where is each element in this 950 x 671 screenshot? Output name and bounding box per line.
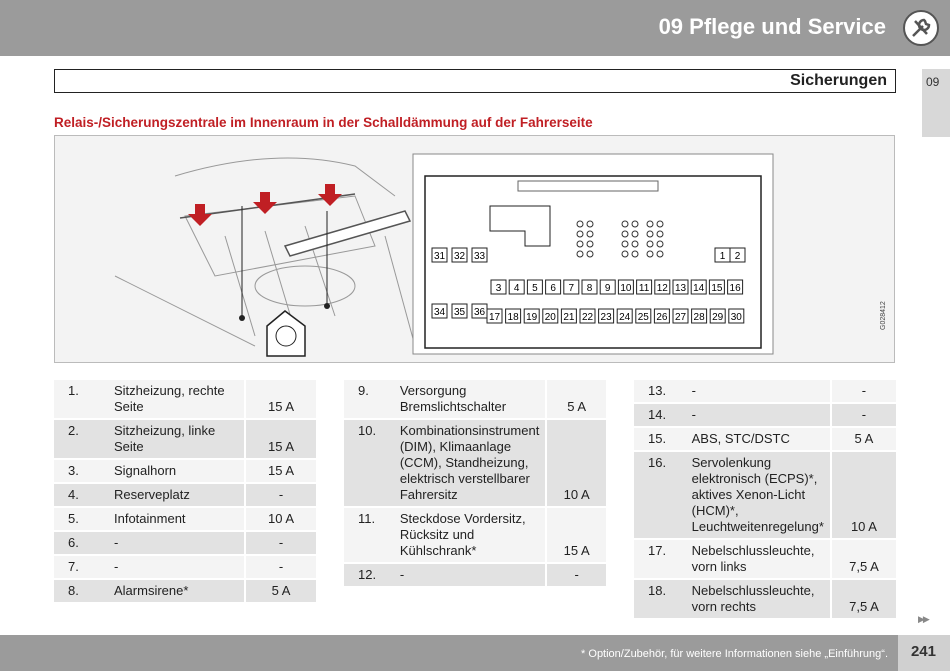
- svg-text:11: 11: [638, 283, 650, 294]
- fuse-rating: 10 A: [245, 507, 316, 531]
- figure-heading: Relais-/Sicherungszentrale im Innenraum in der Schalldämmung auf der Fahrerseite: [54, 115, 593, 130]
- svg-text:23: 23: [600, 312, 612, 323]
- fuse-slot: [452, 304, 467, 318]
- fuse-slot: [472, 304, 487, 318]
- fuse-description: Nebelschlussleuchte, vorn rechts: [686, 579, 831, 619]
- fuse-slot: [452, 248, 467, 262]
- fuse-slot: [580, 309, 595, 323]
- next-page-icon[interactable]: ▶▶: [918, 614, 928, 624]
- fuse-slot: [673, 280, 688, 294]
- fuse-number: 3.: [54, 459, 108, 483]
- fuse-slot: [728, 280, 743, 294]
- svg-text:8: 8: [586, 283, 593, 294]
- fuse-row: [54, 419, 316, 459]
- fuse-rating: 7,5 A: [831, 579, 896, 619]
- fuse-rating: 15 A: [245, 459, 316, 483]
- fuse-table-3: [634, 380, 896, 620]
- fuse-table-2: [344, 380, 606, 588]
- svg-text:33: 33: [473, 251, 486, 262]
- fuse-rating: -: [546, 563, 606, 587]
- fuse-number: 15.: [634, 427, 686, 451]
- fuse-slot: [655, 280, 670, 294]
- fuse-description: Signalhorn: [108, 459, 245, 483]
- fuse-rating: -: [831, 403, 896, 427]
- fuse-description: -: [686, 403, 831, 427]
- fuse-description: ABS, STC/DSTC: [686, 427, 831, 451]
- fuse-rating: -: [245, 483, 316, 507]
- svg-text:24: 24: [619, 312, 631, 323]
- svg-text:9: 9: [604, 283, 611, 294]
- fuse-slot: [691, 280, 706, 294]
- fuse-description: -: [686, 380, 831, 403]
- svg-text:32: 32: [453, 251, 466, 262]
- svg-text:20: 20: [544, 312, 556, 323]
- fuse-row: [54, 380, 316, 419]
- fuse-row: [54, 507, 316, 531]
- page-number: 241: [910, 643, 936, 660]
- fuse-rating: 15 A: [245, 380, 316, 419]
- fuse-slot: [509, 280, 524, 294]
- fuse-number: 14.: [634, 403, 686, 427]
- svg-text:13: 13: [674, 283, 687, 294]
- fuse-slot: [527, 280, 542, 294]
- fuse-slot: [432, 304, 447, 318]
- fuse-slot: [564, 280, 579, 294]
- svg-text:18: 18: [507, 312, 519, 323]
- fuse-rating: 5 A: [245, 579, 316, 603]
- fuse-row: [344, 507, 606, 563]
- svg-text:5: 5: [532, 283, 538, 294]
- fuse-number: 1.: [54, 380, 108, 419]
- chapter-title: 09 Pflege und Service: [658, 14, 886, 39]
- fuse-rating: -: [831, 380, 896, 403]
- fuse-row: [634, 427, 896, 451]
- svg-text:1: 1: [719, 251, 726, 262]
- section-header: [54, 69, 896, 93]
- svg-text:29: 29: [712, 312, 724, 323]
- fuse-description: -: [108, 531, 245, 555]
- fuse-description: Reserveplatz: [108, 483, 245, 507]
- svg-text:22: 22: [581, 312, 594, 323]
- svg-text:26: 26: [656, 312, 668, 323]
- fuse-description: Alarmsirene*: [108, 579, 245, 603]
- chapter-tab[interactable]: [922, 69, 950, 137]
- svg-text:17: 17: [488, 312, 501, 323]
- fuse-slot: [546, 280, 561, 294]
- fuse-description: -: [394, 563, 546, 587]
- fuse-slot: [561, 309, 576, 323]
- svg-text:27: 27: [674, 312, 687, 323]
- fuse-slot: [506, 309, 521, 323]
- fuse-rating: 10 A: [831, 451, 896, 539]
- fuse-box-drawing: [55, 136, 894, 362]
- fuse-rating: 10 A: [546, 419, 606, 507]
- fuse-slot: [524, 309, 539, 323]
- fuse-number: 11.: [344, 507, 394, 563]
- fuse-row: [634, 451, 896, 539]
- svg-text:15: 15: [711, 283, 723, 294]
- fuse-row: [634, 403, 896, 427]
- fuse-description: Sitzheizung, rechte Seite: [108, 380, 245, 419]
- fuse-slot: [599, 309, 614, 323]
- fuse-rating: -: [245, 531, 316, 555]
- fuse-description: Steckdose Vordersitz, Rücksitz und Kühlschrank*: [394, 507, 546, 563]
- svg-text:35: 35: [453, 307, 466, 318]
- fuse-row: [344, 563, 606, 587]
- fuse-number: 6.: [54, 531, 108, 555]
- fuse-row: [344, 380, 606, 419]
- fuse-number: 12.: [344, 563, 394, 587]
- fuse-row: [344, 419, 606, 507]
- fuse-row: [634, 380, 896, 403]
- fuse-row: [54, 459, 316, 483]
- fuse-box-illustration: [54, 135, 895, 363]
- fuse-slot: [709, 280, 724, 294]
- fuse-slot: [637, 280, 652, 294]
- fuse-slot: [710, 309, 725, 323]
- fuse-number: 9.: [344, 380, 394, 419]
- fuse-rating: 5 A: [546, 380, 606, 419]
- svg-text:34: 34: [433, 307, 446, 318]
- figure-code: G028412: [880, 301, 887, 330]
- wrench-icon: [902, 9, 940, 47]
- fuse-number: 2.: [54, 419, 108, 459]
- fuse-description: -: [108, 555, 245, 579]
- svg-text:7: 7: [568, 283, 575, 294]
- svg-text:6: 6: [550, 283, 556, 294]
- footer-bar: [0, 635, 950, 671]
- svg-text:4: 4: [513, 283, 520, 294]
- section-title: Sicherungen: [790, 72, 887, 89]
- fuse-rating: -: [245, 555, 316, 579]
- svg-text:30: 30: [730, 312, 742, 323]
- svg-text:36: 36: [473, 307, 486, 318]
- svg-text:16: 16: [729, 283, 741, 294]
- fuse-number: 16.: [634, 451, 686, 539]
- fuse-number: 10.: [344, 419, 394, 507]
- fuse-rating: 15 A: [245, 419, 316, 459]
- fuse-slot: [715, 248, 730, 262]
- fuse-slot: [636, 309, 651, 323]
- header-bar: [0, 0, 950, 56]
- fuse-description: Infotainment: [108, 507, 245, 531]
- svg-text:10: 10: [620, 283, 632, 294]
- fuse-slot: [582, 280, 597, 294]
- fuse-slot: [730, 248, 745, 262]
- svg-text:28: 28: [693, 312, 705, 323]
- fuse-slot: [543, 309, 558, 323]
- svg-text:21: 21: [563, 312, 575, 323]
- fuse-table-1: [54, 380, 316, 604]
- chapter-tab-label: 09: [926, 75, 940, 89]
- svg-text:25: 25: [637, 312, 649, 323]
- fuse-slot: [600, 280, 615, 294]
- fuse-row: [634, 579, 896, 619]
- fuse-row: [54, 555, 316, 579]
- footnote: * Option/Zubehör, für weitere Informationen siehe „Einführung“.: [581, 648, 888, 660]
- svg-text:12: 12: [656, 283, 668, 294]
- fuse-number: 13.: [634, 380, 686, 403]
- fuse-slot: [654, 309, 669, 323]
- fuse-number: 4.: [54, 483, 108, 507]
- fuse-row: [54, 579, 316, 603]
- fuse-slot: [487, 309, 502, 323]
- fuse-slot: [618, 280, 633, 294]
- fuse-slot: [617, 309, 632, 323]
- fuse-rating: 5 A: [831, 427, 896, 451]
- fuse-description: Nebelschlussleuchte, vorn links: [686, 539, 831, 579]
- fuse-slot: [673, 309, 688, 323]
- fuse-number: 7.: [54, 555, 108, 579]
- svg-text:31: 31: [433, 251, 446, 262]
- fuse-number: 8.: [54, 579, 108, 603]
- svg-text:2: 2: [734, 251, 741, 262]
- fuse-slot: [729, 309, 744, 323]
- fuse-rating: 7,5 A: [831, 539, 896, 579]
- fuse-number: 17.: [634, 539, 686, 579]
- fuse-row: [54, 531, 316, 555]
- fuse-row: [634, 539, 896, 579]
- svg-text:3: 3: [495, 283, 502, 294]
- fuse-description: Servolenkung elektronisch (ECPS)*, aktives Xenon-Licht (HCM)*, Leuchtweitenregelung*: [686, 451, 831, 539]
- fuse-number: 18.: [634, 579, 686, 619]
- svg-text:19: 19: [526, 312, 538, 323]
- fuse-description: Sitzheizung, linke Seite: [108, 419, 245, 459]
- fuse-slot: [692, 309, 707, 323]
- fuse-slot: [491, 280, 506, 294]
- fuse-slot: [472, 248, 487, 262]
- fuse-row: [54, 483, 316, 507]
- fuse-rating: 15 A: [546, 507, 606, 563]
- fuse-description: Kombinationsinstrument (DIM), Klimaanlage (CCM), Standheizung, elektrisch verstellbarer Fahrersitz: [394, 419, 546, 507]
- fuse-description: Versorgung Bremslichtschalter: [394, 380, 546, 419]
- svg-text:14: 14: [693, 283, 705, 294]
- fuse-number: 5.: [54, 507, 108, 531]
- fuse-slot: [432, 248, 447, 262]
